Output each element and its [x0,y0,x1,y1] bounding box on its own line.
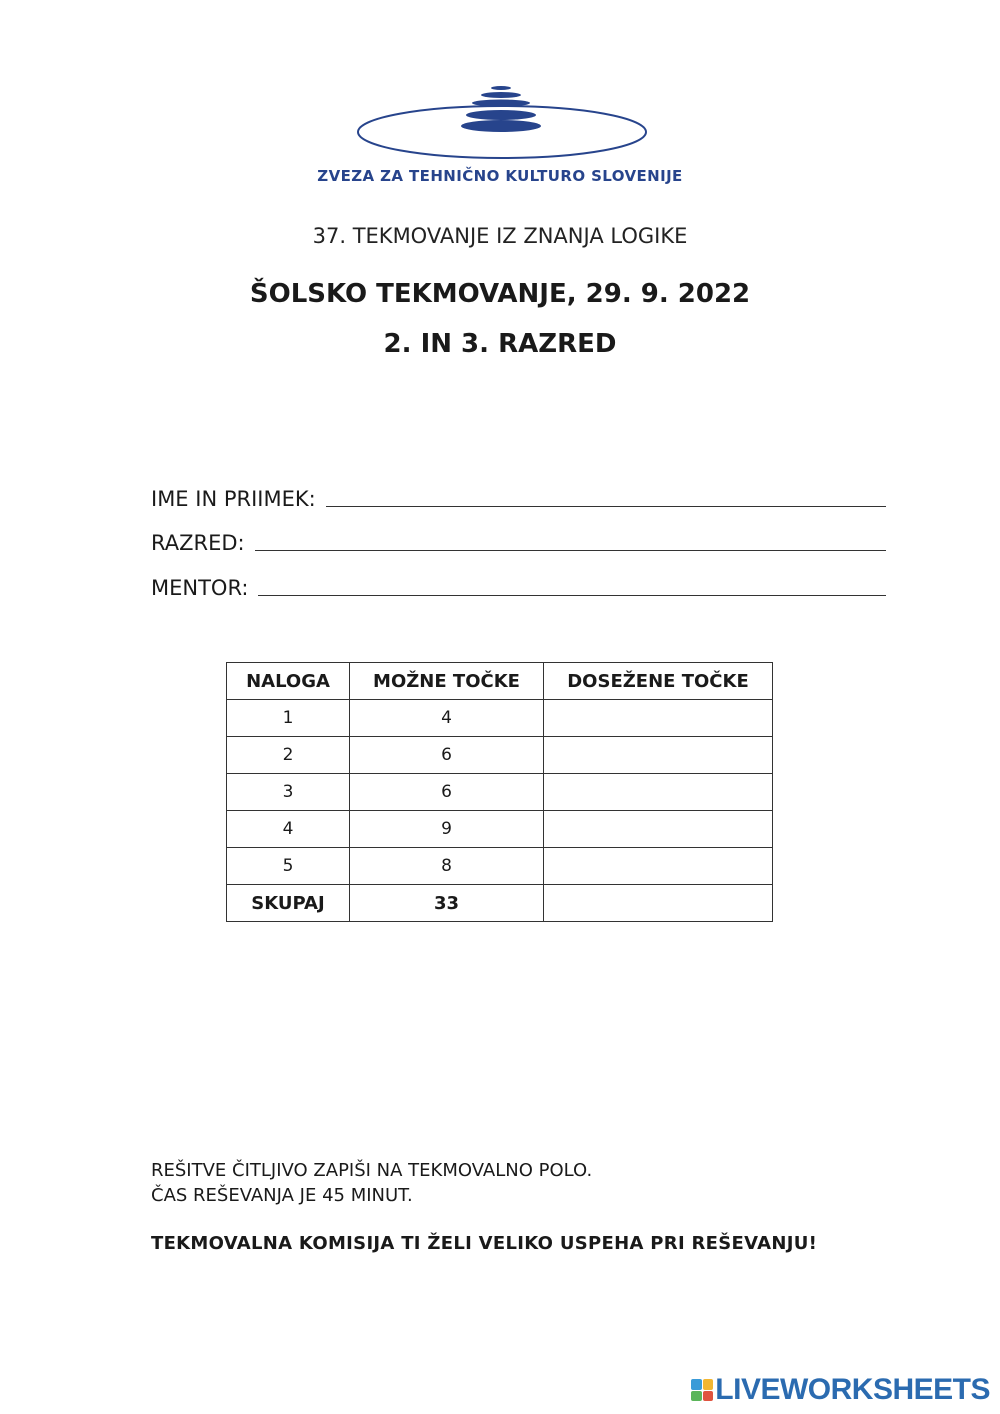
total-achieved-points-cell[interactable] [544,885,773,922]
task-number: 2 [227,737,350,774]
table-header-row [227,663,773,700]
possible-points: 6 [350,737,544,774]
name-label: IME IN PRIIMEK: [151,487,316,511]
organization-name: ZVEZA ZA TEHNIČNO KULTURO SLOVENIJE [317,167,683,185]
score-table [226,662,773,922]
achieved-points-cell[interactable] [544,848,773,885]
table-row [227,811,773,848]
name-field[interactable] [151,481,886,511]
name-input-line[interactable] [326,506,886,507]
instruction-line: REŠITVE ČITLJIVO ZAPIŠI NA TEKMOVALNO POLO. [151,1160,593,1181]
class-label: RAZRED: [151,531,245,555]
organization-logo [355,84,650,164]
possible-points: 8 [350,848,544,885]
column-header: DOSEŽENE TOČKE [544,663,773,700]
instruction-line: ČAS REŠEVANJA JE 45 MINUT. [151,1185,413,1206]
achieved-points-cell[interactable] [544,811,773,848]
class-field[interactable] [151,525,886,555]
mentor-input-line[interactable] [258,595,886,596]
column-header: MOŽNE TOČKE [350,663,544,700]
competition-subtitle: 37. TEKMOVANJE IZ ZNANJA LOGIKE [312,224,688,248]
class-input-line[interactable] [255,550,886,551]
achieved-points-cell[interactable] [544,774,773,811]
mentor-field[interactable] [151,570,886,600]
page-title: ŠOLSKO TEKMOVANJE, 29. 9. 2022 [249,279,751,309]
possible-points: 9 [350,811,544,848]
table-row [227,848,773,885]
table-row [227,737,773,774]
total-label: SKUPAJ [227,885,350,922]
achieved-points-cell[interactable] [544,700,773,737]
possible-points: 6 [350,774,544,811]
total-possible-points: 33 [350,885,544,922]
task-number: 3 [227,774,350,811]
possible-points: 4 [350,700,544,737]
table-row [227,700,773,737]
grade-heading: 2. IN 3. RAZRED [383,329,617,359]
achieved-points-cell[interactable] [544,737,773,774]
mentor-label: MENTOR: [151,576,249,600]
column-header: NALOGA [227,663,350,700]
task-number: 4 [227,811,350,848]
task-number: 1 [227,700,350,737]
good-luck-message: TEKMOVALNA KOMISIJA TI ŽELI VELIKO USPEHA PRI REŠEVANJU! [151,1233,818,1254]
table-total-row [227,885,773,922]
liveworksheets-logo-icon [691,1379,713,1401]
task-number: 5 [227,848,350,885]
brand-name: LIVEWORKSHEETS [715,1373,990,1406]
table-row [227,774,773,811]
liveworksheets-brand[interactable] [691,1373,990,1407]
